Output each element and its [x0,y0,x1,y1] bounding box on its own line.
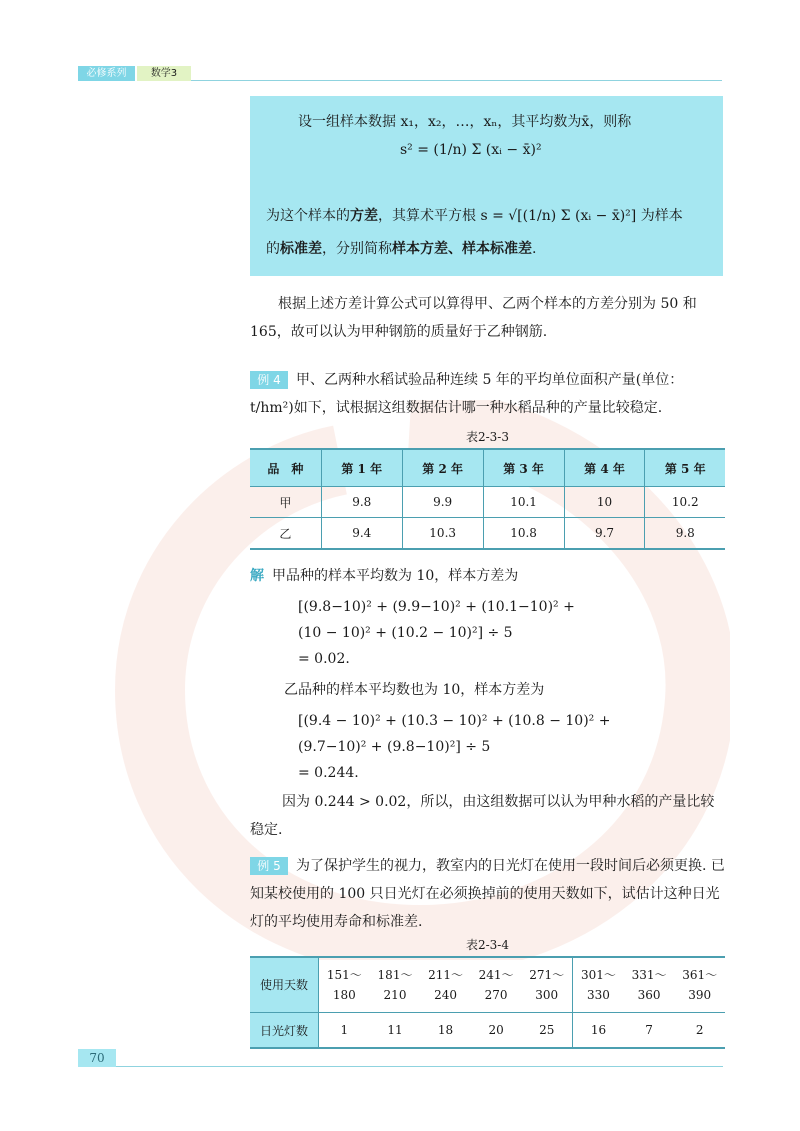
definition-text: ，其算术平方根 s = √[(1/n) Σ (xᵢ − x̄)²] 为样本 [378,208,683,224]
range-start: 241～ [478,968,514,982]
table-cell [471,957,522,1013]
example-5-text: 为了保护学生的视力，教室内的日光灯在使用一段时间后必须更换. 已知某校使用的 100 只日光灯在必须换掉前的使用天数如下，试估计这种日光灯的平均使用寿命和标准差. [250,858,725,930]
math-line: [(9.4 − 10)² + (10.3 − 10)² + (10.8 − 10)² + [298,713,611,729]
table-cell: 9.4 [321,518,402,550]
range-start: 331～ [631,968,667,982]
definition-text: 的 [266,241,280,257]
solution-conclusion: 因为 0.244 > 0.02，所以，由这组数据可以认为甲种水稻的产量比较稳定. [250,794,715,838]
table-cell: 11 [370,1013,421,1049]
table-cell [573,957,624,1013]
paragraph-variance-result: 根据上述方差计算公式可以算得甲、乙两个样本的方差分别为 50 和 165，故可以认为甲种钢筋的质量好于乙种钢筋. [250,296,697,340]
table-cell: 20 [471,1013,522,1049]
table-1 [250,448,725,550]
table-cell [420,957,471,1013]
range-end: 360 [637,988,661,1002]
range-start: 151～ [326,968,362,982]
range-end: 270 [484,988,508,1002]
table-header-cell: 第 1 年 [321,449,402,487]
example-4-tag: 例 4 [250,371,288,389]
variance-formula: s² = (1/n) Σ (xᵢ − x̄)² [400,142,542,158]
example-5-tag: 例 5 [250,857,288,875]
table-cell: 甲 [250,487,321,518]
table-cell: 10.3 [402,518,483,550]
table-cell [674,957,725,1013]
table-cell: 2 [674,1013,725,1049]
term-variance: 方差 [350,208,378,224]
definition-text: 为这个样本的 [266,208,350,224]
table-header-cell: 品 种 [250,449,321,487]
table-header-cell: 第 3 年 [483,449,564,487]
table-cell: 10 [564,487,645,518]
table-2 [250,956,725,1049]
table-row [250,518,725,550]
range-start: 181～ [377,968,413,982]
definition-text: . [532,241,537,257]
header-rule [191,80,722,81]
table-cell: 18 [420,1013,471,1049]
table-cell [370,957,421,1013]
definition-text: ，分别简称 [322,241,392,257]
definition-line-3 [266,206,683,226]
example-4 [250,366,725,422]
range-end: 300 [535,988,559,1002]
solution-line-1 [250,562,725,590]
solution-line-2: 乙品种的样本平均数也为 10，样本方差为 [284,682,545,698]
table-row [250,1013,725,1049]
table-cell: 7 [624,1013,675,1049]
table-cell: 9.9 [402,487,483,518]
table-cell: 9.7 [564,518,645,550]
table-1-caption: 表2-3-3 [465,430,509,444]
range-end: 390 [688,988,712,1002]
table-2-caption: 表2-3-4 [465,938,509,952]
table-cell: 乙 [250,518,321,550]
header-series-label: 必修系列 [78,66,135,81]
table-row-label: 日光灯数 [250,1013,319,1049]
range-start: 211～ [428,968,463,982]
math-line: = 0.244. [298,765,359,781]
range-end: 180 [332,988,356,1002]
range-start: 361～ [682,968,718,982]
solution-text: 甲品种的样本平均数为 10，样本方差为 [272,568,519,584]
table-header-cell: 第 2 年 [402,449,483,487]
example-5 [250,852,725,936]
math-line: [(9.8−10)² + (9.9−10)² + (10.1−10)² + [298,599,575,615]
table-header-row [250,449,725,487]
table-cell: 9.8 [645,518,725,550]
table-cell [319,957,370,1013]
page-number: 70 [78,1049,116,1067]
solution-tag: 解 [250,568,264,584]
table-cell: 10.8 [483,518,564,550]
table-cell: 10.1 [483,487,564,518]
example-4-text: 甲、乙两种水稻试验品种连续 5 年的平均单位面积产量(单位：t/hm²)如下，试根据这组数据估计哪一种水稻品种的产量比较稳定. [250,372,684,416]
table-row [250,957,725,1013]
table-header-cell: 第 5 年 [645,449,725,487]
table-row-label: 使用天数 [250,957,319,1013]
table-cell: 10.2 [645,487,725,518]
math-line: = 0.02. [298,651,350,667]
range-end: 240 [434,988,457,1002]
table-cell: 16 [573,1013,624,1049]
definition-box [250,96,723,276]
definition-line-1: 设一组样本数据 x₁，x₂，…，xₙ，其平均数为x̄，则称 [298,114,632,130]
term-short: 样本方差、样本标准差 [392,241,532,257]
range-start: 271～ [529,968,565,982]
math-line: (10 − 10)² + (10.2 − 10)²] ÷ 5 [298,625,513,641]
table-cell [521,957,572,1013]
math-line: (9.7−10)² + (9.8−10)²] ÷ 5 [298,739,491,755]
table-row [250,487,725,518]
range-start: 301～ [581,968,616,982]
footer-rule [116,1066,723,1067]
term-std: 标准差 [280,241,322,257]
table-cell [624,957,675,1013]
table-cell: 9.8 [321,487,402,518]
definition-line-4 [266,239,536,259]
table-cell: 1 [319,1013,370,1049]
header-book-label: 数学3 [137,66,191,81]
range-end: 210 [383,988,407,1002]
table-header-cell: 第 4 年 [564,449,645,487]
range-end: 330 [587,988,610,1002]
table-cell: 25 [521,1013,572,1049]
